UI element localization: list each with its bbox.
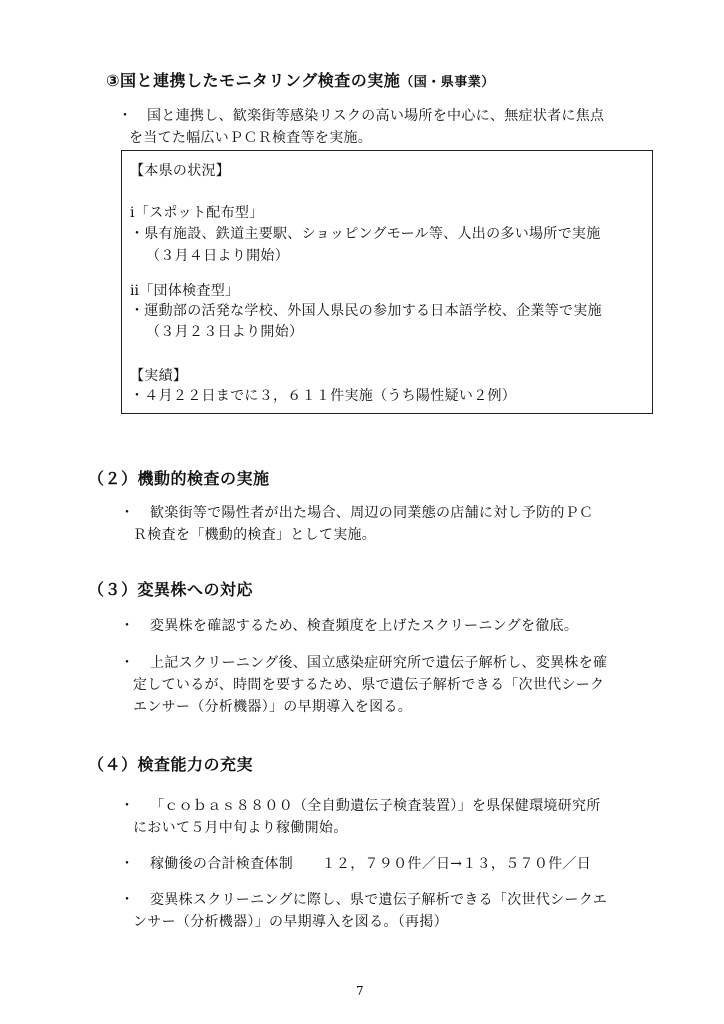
page-number: 7 [356, 984, 364, 998]
paragraph-line: 歓楽街等で陽性者が出た場合、周辺の同業態の店舗に対し予防的ＰＣ [150, 505, 594, 521]
box-status-title: 【本県の状況】 [130, 163, 231, 179]
paragraph-line: エンサー（分析機器）」の早期導入を図る。 [133, 699, 412, 715]
bullet: ・ [120, 798, 134, 814]
paragraph-line: において５月中旬より稼働開始。 [133, 820, 348, 836]
box-type2-line: ・運動部の活発な学校、外国人県民の参加する日本語学校、企業等で実施 [130, 303, 602, 319]
box-type2-date: （３月２３日より開始） [146, 324, 304, 340]
paragraph-line: 稼働後の合計検査体制 １２，７９０件／日→１３，５７０件／日 [150, 856, 592, 872]
paragraph-line: 国と連携し、歓楽街等感染リスクの高い場所を中心に、無症状者に焦点 [147, 108, 605, 124]
paragraph-line: 変異株を確認するため、検査頻度を上げたスクリーニングを徹底。 [150, 618, 579, 634]
box-results-line: ・４月２２日までに３，６１１件実施（うち陽性疑い２例） [130, 388, 517, 404]
paragraph-line: 定しているが、時間を要するため、県で遺伝子解析できる「次世代シーク [133, 677, 605, 693]
bullet: ・ [120, 618, 134, 634]
bullet: ・ [120, 505, 134, 521]
box-type2-title: ⅱ「団体検査型」 [130, 283, 240, 299]
bullet: ・ [120, 655, 134, 671]
box-type1-date: （３月４日より開始） [146, 248, 289, 264]
paragraph-line: ンサー（分析機器）」の早期導入を図る。（再掲） [133, 914, 448, 930]
heading-sub: （国・県事業） [400, 75, 495, 90]
section-4-heading: （４）検査能力の充実 [88, 755, 254, 774]
heading-main: ③国と連携したモニタリング検査の実施 [106, 71, 401, 90]
bullet: ・ [120, 856, 134, 872]
bullet: ・ [118, 108, 132, 124]
box-results-title: 【実績】 [130, 368, 188, 384]
paragraph-line: 「ｃｏｂａｓ８８００（全自動遺伝子検査装置）」を県保健環境研究所 [150, 798, 601, 814]
bullet: ・ [120, 892, 134, 908]
section-monitoring-heading [106, 68, 495, 91]
section-2-heading: （２）機動的検査の実施 [88, 469, 270, 488]
box-type1-line: ・県有施設、鉄道主要駅、ショッピングモール等、人出の多い場所で実施 [130, 226, 601, 242]
box-type1-title: ⅰ「スポット配布型」 [130, 205, 264, 221]
paragraph-line: 変異株スクリーニングに際し、県で遺伝子解析できる「次世代シークエ [150, 892, 608, 908]
paragraph-line: Ｒ検査を「機動的検査」として実施。 [133, 527, 377, 543]
section-3-heading: （３）変異株への対応 [88, 580, 254, 599]
paragraph-line: を当てた幅広いＰＣＲ検査等を実施。 [129, 130, 373, 146]
paragraph-line: 上記スクリーニング後、国立感染症研究所で遺伝子解析し、変異株を確 [150, 655, 608, 671]
